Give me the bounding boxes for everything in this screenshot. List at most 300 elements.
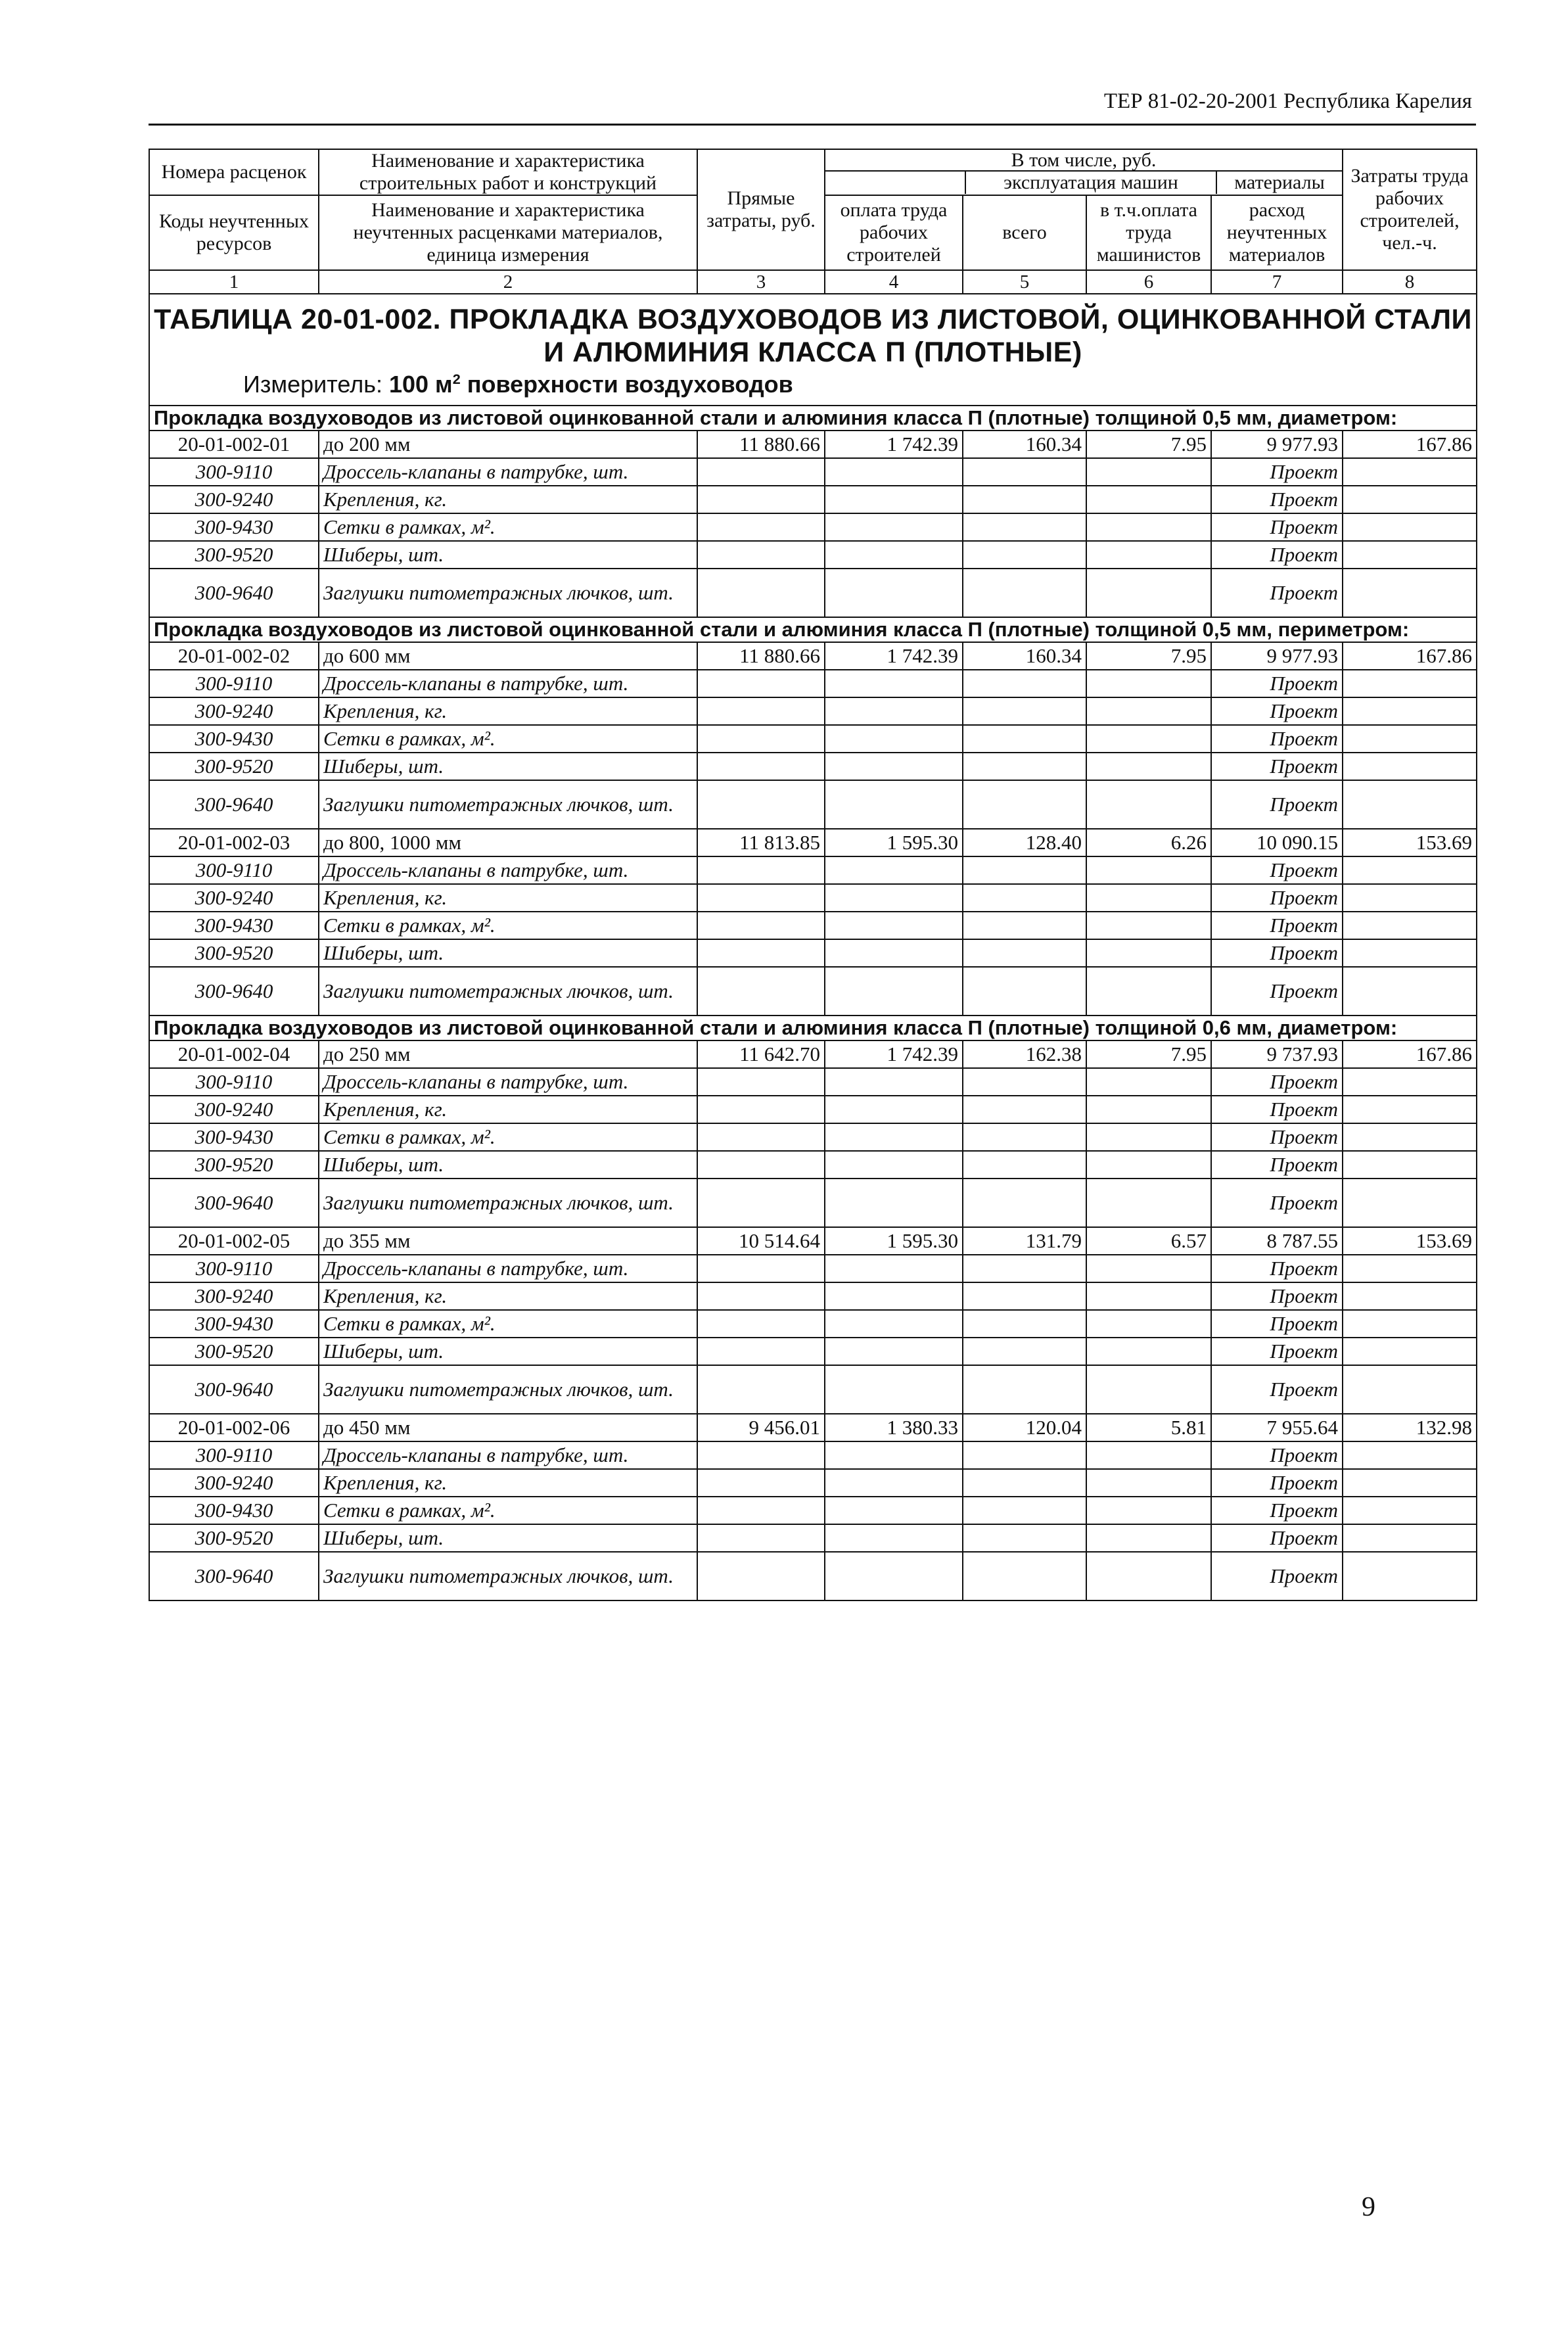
empty-cell — [1086, 884, 1211, 912]
empty-cell — [697, 1151, 825, 1179]
proekt-value: Проект — [1211, 753, 1343, 780]
empty-cell — [697, 967, 825, 1016]
labor-hours-value: 167.86 — [1343, 431, 1477, 458]
empty-cell — [825, 1524, 963, 1552]
resource-row — [149, 1469, 1477, 1497]
proekt-value: Проект — [1211, 1096, 1343, 1123]
resource-code: 300-9640 — [149, 780, 319, 829]
resource-row — [149, 697, 1477, 725]
resource-code: 300-9520 — [149, 753, 319, 780]
empty-cell — [697, 780, 825, 829]
empty-cell — [697, 1524, 825, 1552]
empty-cell — [963, 1441, 1086, 1469]
empty-cell — [825, 780, 963, 829]
empty-cell — [825, 884, 963, 912]
column-number: 6 — [1086, 270, 1211, 294]
empty-cell — [1343, 513, 1477, 541]
proekt-value: Проект — [1211, 780, 1343, 829]
column-number: 8 — [1343, 270, 1477, 294]
meter-line — [154, 373, 1472, 396]
table-title-cell — [149, 294, 1477, 406]
resource-code: 300-9520 — [149, 1524, 319, 1552]
empty-cell — [1086, 725, 1211, 753]
col1-top-header: Номера расценок — [149, 149, 319, 195]
resource-code: 300-9110 — [149, 856, 319, 884]
col1-bottom-header: Коды неучтенных ресурсов — [149, 195, 319, 270]
proekt-value: Проект — [1211, 939, 1343, 967]
empty-cell — [697, 1497, 825, 1524]
table-row — [149, 642, 1477, 670]
empty-cell — [963, 1123, 1086, 1151]
proekt-value: Проект — [1211, 725, 1343, 753]
labor-pay-value: 1 742.39 — [825, 431, 963, 458]
labor-hours-value: 167.86 — [1343, 642, 1477, 670]
machine-total-value: 160.34 — [963, 431, 1086, 458]
empty-cell — [1086, 1552, 1211, 1600]
empty-cell — [825, 541, 963, 569]
machine-labor-value: 7.95 — [1086, 642, 1211, 670]
rate-name: до 355 мм — [319, 1227, 697, 1255]
empty-cell — [1343, 967, 1477, 1016]
column-number: 3 — [697, 270, 825, 294]
materials-value: 7 955.64 — [1211, 1414, 1343, 1441]
empty-cell — [963, 1282, 1086, 1310]
resource-row — [149, 1282, 1477, 1310]
resource-name: Дроссель-клапаны в патрубке, шт. — [319, 670, 697, 697]
resource-code: 300-9240 — [149, 1282, 319, 1310]
rate-code: 20-01-002-01 — [149, 431, 319, 458]
resource-name: Дроссель-клапаны в патрубке, шт. — [319, 458, 697, 486]
empty-cell — [1086, 1469, 1211, 1497]
resource-name: Заглушки питометражных лючков, шт. — [319, 967, 697, 1016]
empty-cell — [963, 1096, 1086, 1123]
empty-cell — [1086, 486, 1211, 513]
resource-name: Крепления, кг. — [319, 697, 697, 725]
table-row — [149, 1414, 1477, 1441]
empty-cell — [1086, 1068, 1211, 1096]
resource-row — [149, 967, 1477, 1016]
empty-cell — [963, 1469, 1086, 1497]
resource-name: Крепления, кг. — [319, 884, 697, 912]
empty-cell — [825, 486, 963, 513]
resource-name: Сетки в рамках, м². — [319, 912, 697, 939]
empty-cell — [697, 884, 825, 912]
resource-code: 300-9640 — [149, 569, 319, 617]
resource-row — [149, 1524, 1477, 1552]
empty-cell — [1343, 1096, 1477, 1123]
empty-cell — [1086, 967, 1211, 1016]
empty-cell — [1086, 513, 1211, 541]
resource-name: Шиберы, шт. — [319, 939, 697, 967]
resource-name: Крепления, кг. — [319, 1282, 697, 1310]
empty-cell — [697, 1282, 825, 1310]
section-title: Прокладка воздуховодов из листовой оцинкованной стали и алюминия класса П (плотные) толщиной 0,6 мм, диаметром: — [149, 1016, 1477, 1040]
resource-row — [149, 1310, 1477, 1338]
resource-name: Шиберы, шт. — [319, 1524, 697, 1552]
empty-cell — [825, 1068, 963, 1096]
empty-cell — [697, 486, 825, 513]
empty-cell — [825, 1365, 963, 1414]
empty-cell — [825, 1255, 963, 1282]
resource-name: Шиберы, шт. — [319, 753, 697, 780]
resource-row — [149, 458, 1477, 486]
resource-name: Крепления, кг. — [319, 1096, 697, 1123]
resource-row — [149, 912, 1477, 939]
empty-cell — [825, 856, 963, 884]
proekt-value: Проект — [1211, 697, 1343, 725]
empty-cell — [1086, 670, 1211, 697]
empty-cell — [697, 1310, 825, 1338]
empty-cell — [825, 1096, 963, 1123]
proekt-value: Проект — [1211, 1282, 1343, 1310]
empty-cell — [825, 912, 963, 939]
including-header: В том числе, руб. — [825, 151, 1342, 172]
table-row — [149, 431, 1477, 458]
resource-name: Крепления, кг. — [319, 486, 697, 513]
machine-total-value: 162.38 — [963, 1040, 1086, 1068]
column-number: 7 — [1211, 270, 1343, 294]
resource-row — [149, 513, 1477, 541]
empty-cell — [1086, 753, 1211, 780]
table-row — [149, 1040, 1477, 1068]
machine-labor-value: 7.95 — [1086, 431, 1211, 458]
machine-total-value: 160.34 — [963, 642, 1086, 670]
resource-name: Крепления, кг. — [319, 1469, 697, 1497]
empty-cell — [963, 670, 1086, 697]
rate-code: 20-01-002-05 — [149, 1227, 319, 1255]
rate-code: 20-01-002-06 — [149, 1414, 319, 1441]
document-reference: ТЕР 81-02-20-2001 Республика Карелия — [1103, 89, 1472, 113]
empty-cell — [1086, 1282, 1211, 1310]
empty-cell — [1343, 1469, 1477, 1497]
empty-cell — [1343, 1552, 1477, 1600]
resource-row — [149, 1365, 1477, 1414]
empty-cell — [1086, 1179, 1211, 1227]
materials-value: 9 737.93 — [1211, 1040, 1343, 1068]
empty-cell — [697, 1255, 825, 1282]
empty-cell — [825, 1123, 963, 1151]
proekt-value: Проект — [1211, 486, 1343, 513]
empty-cell — [1086, 458, 1211, 486]
meter-superscript: 2 — [452, 371, 461, 387]
empty-cell — [697, 912, 825, 939]
labor-pay-value: 1 595.30 — [825, 829, 963, 856]
empty-cell — [825, 670, 963, 697]
resource-code: 300-9110 — [149, 1441, 319, 1469]
materials-value: 9 977.93 — [1211, 431, 1343, 458]
col2-bottom-header: Наименование и характеристика неучтенных расценками материалов, единица измерения — [319, 195, 697, 270]
table-row — [149, 829, 1477, 856]
labor-pay-header: оплата труда рабочих строителей — [825, 195, 963, 270]
empty-cell — [1086, 1441, 1211, 1469]
empty-cell — [963, 1151, 1086, 1179]
empty-cell — [697, 753, 825, 780]
empty-cell — [697, 856, 825, 884]
proekt-value: Проект — [1211, 912, 1343, 939]
empty-cell — [1343, 486, 1477, 513]
rate-name: до 450 мм — [319, 1414, 697, 1441]
resource-code: 300-9240 — [149, 697, 319, 725]
proekt-value: Проект — [1211, 1123, 1343, 1151]
resource-row — [149, 1497, 1477, 1524]
proekt-value: Проект — [1211, 1338, 1343, 1365]
labor-costs-header: Затраты труда рабочих строителей, чел.-ч. — [1343, 149, 1477, 270]
resource-name: Шиберы, шт. — [319, 1151, 697, 1179]
empty-cell — [963, 1338, 1086, 1365]
empty-cell — [1343, 939, 1477, 967]
section-title-row — [149, 617, 1477, 642]
empty-cell — [963, 513, 1086, 541]
proekt-value: Проект — [1211, 884, 1343, 912]
empty-cell — [1343, 569, 1477, 617]
empty-cell — [963, 486, 1086, 513]
resource-name: Дроссель-клапаны в патрубке, шт. — [319, 1255, 697, 1282]
resource-row — [149, 1096, 1477, 1123]
materials-unaccounted-header: расход неучтенных материалов — [1211, 195, 1343, 270]
rates-table — [149, 149, 1477, 1601]
resource-name: Заглушки питометражных лючков, шт. — [319, 1365, 697, 1414]
empty-cell — [1086, 697, 1211, 725]
empty-cell — [963, 541, 1086, 569]
empty-cell — [963, 780, 1086, 829]
empty-cell — [1086, 1255, 1211, 1282]
rate-name: до 200 мм — [319, 431, 697, 458]
proekt-value: Проект — [1211, 1469, 1343, 1497]
labor-pay-value: 1 380.33 — [825, 1414, 963, 1441]
proekt-value: Проект — [1211, 856, 1343, 884]
empty-cell — [825, 967, 963, 1016]
machine-labor-value: 6.57 — [1086, 1227, 1211, 1255]
resource-code: 300-9430 — [149, 513, 319, 541]
empty-cell — [825, 753, 963, 780]
resource-code: 300-9430 — [149, 912, 319, 939]
resource-code: 300-9430 — [149, 725, 319, 753]
resource-code: 300-9430 — [149, 1123, 319, 1151]
resource-code: 300-9110 — [149, 458, 319, 486]
proekt-value: Проект — [1211, 967, 1343, 1016]
resource-row — [149, 1338, 1477, 1365]
page-number: 9 — [1362, 2192, 1375, 2222]
direct-costs-header: Прямые затраты, руб. — [697, 149, 825, 270]
empty-cell — [963, 967, 1086, 1016]
running-header — [149, 87, 1476, 126]
empty-cell — [825, 513, 963, 541]
resource-name: Заглушки питометражных лючков, шт. — [319, 569, 697, 617]
empty-cell — [1086, 1123, 1211, 1151]
resource-code: 300-9110 — [149, 670, 319, 697]
empty-cell — [825, 1469, 963, 1497]
machine-labor-value: 5.81 — [1086, 1414, 1211, 1441]
empty-cell — [963, 856, 1086, 884]
resource-code: 300-9430 — [149, 1497, 319, 1524]
proekt-value: Проект — [1211, 1151, 1343, 1179]
proekt-value: Проект — [1211, 1068, 1343, 1096]
column-number: 1 — [149, 270, 319, 294]
empty-cell — [825, 697, 963, 725]
labor-pay-value: 1 595.30 — [825, 1227, 963, 1255]
resource-row — [149, 856, 1477, 884]
column-number: 2 — [319, 270, 697, 294]
empty-cell — [963, 1365, 1086, 1414]
empty-cell — [963, 725, 1086, 753]
resource-row — [149, 486, 1477, 513]
resource-row — [149, 541, 1477, 569]
empty-cell — [1343, 856, 1477, 884]
proekt-value: Проект — [1211, 569, 1343, 617]
resource-code: 300-9640 — [149, 967, 319, 1016]
empty-cell — [1343, 1255, 1477, 1282]
empty-cell — [1086, 1096, 1211, 1123]
empty-cell — [825, 1179, 963, 1227]
resource-code: 300-9430 — [149, 1310, 319, 1338]
empty-cell — [1343, 725, 1477, 753]
empty-cell — [1343, 1068, 1477, 1096]
empty-cell — [1343, 458, 1477, 486]
empty-cell — [825, 1497, 963, 1524]
empty-cell — [1086, 1151, 1211, 1179]
empty-cell — [1086, 1338, 1211, 1365]
resource-name: Сетки в рамках, м². — [319, 725, 697, 753]
empty-cell — [1343, 1179, 1477, 1227]
resource-row — [149, 1441, 1477, 1469]
resource-row — [149, 1255, 1477, 1282]
resource-row — [149, 1123, 1477, 1151]
resource-name: Сетки в рамках, м². — [319, 1123, 697, 1151]
rate-code: 20-01-002-03 — [149, 829, 319, 856]
resource-code: 300-9240 — [149, 1469, 319, 1497]
empty-cell — [1086, 1365, 1211, 1414]
table-row — [149, 1227, 1477, 1255]
header-row-top — [149, 149, 1477, 195]
resource-row — [149, 725, 1477, 753]
labor-hours-value: 167.86 — [1343, 1040, 1477, 1068]
proekt-value: Проект — [1211, 1310, 1343, 1338]
empty-cell — [963, 912, 1086, 939]
resource-code: 300-9240 — [149, 1096, 319, 1123]
empty-cell — [697, 541, 825, 569]
resource-name: Заглушки питометражных лючков, шт. — [319, 1179, 697, 1227]
machine-ops-header: эксплуатация машин — [966, 172, 1217, 194]
empty-cell — [963, 753, 1086, 780]
resource-row — [149, 1151, 1477, 1179]
empty-cell — [697, 1441, 825, 1469]
empty-cell — [963, 1497, 1086, 1524]
empty-cell — [963, 1524, 1086, 1552]
rate-name: до 600 мм — [319, 642, 697, 670]
column-number: 5 — [963, 270, 1086, 294]
proekt-value: Проект — [1211, 1552, 1343, 1600]
empty-cell — [825, 1151, 963, 1179]
empty-cell — [697, 1179, 825, 1227]
empty-cell — [1343, 912, 1477, 939]
rate-code: 20-01-002-02 — [149, 642, 319, 670]
labor-hours-value: 132.98 — [1343, 1414, 1477, 1441]
empty-cell — [697, 1552, 825, 1600]
proekt-value: Проект — [1211, 1365, 1343, 1414]
empty-cell — [1343, 1310, 1477, 1338]
resource-name: Дроссель-клапаны в патрубке, шт. — [319, 1068, 697, 1096]
proekt-value: Проект — [1211, 513, 1343, 541]
machine-labor-value: 7.95 — [1086, 1040, 1211, 1068]
resource-code: 300-9640 — [149, 1179, 319, 1227]
resource-code: 300-9520 — [149, 1151, 319, 1179]
materials-value: 8 787.55 — [1211, 1227, 1343, 1255]
resource-name: Дроссель-клапаны в патрубке, шт. — [319, 856, 697, 884]
empty-cell — [1086, 541, 1211, 569]
empty-cell — [697, 1469, 825, 1497]
section-title-row — [149, 1016, 1477, 1040]
proekt-value: Проект — [1211, 541, 1343, 569]
empty-cell — [963, 1552, 1086, 1600]
machine-total-value: 128.40 — [963, 829, 1086, 856]
resource-name: Шиберы, шт. — [319, 541, 697, 569]
labor-hours-value: 153.69 — [1343, 1227, 1477, 1255]
empty-cell — [1343, 1497, 1477, 1524]
empty-cell — [825, 1338, 963, 1365]
column-numbers-row — [149, 270, 1477, 294]
empty-cell — [825, 725, 963, 753]
proekt-value: Проект — [1211, 1441, 1343, 1469]
rate-code: 20-01-002-04 — [149, 1040, 319, 1068]
empty-cell — [1343, 670, 1477, 697]
empty-cell — [1343, 1282, 1477, 1310]
empty-cell — [1343, 780, 1477, 829]
empty-cell — [963, 1255, 1086, 1282]
empty-cell — [697, 513, 825, 541]
table-title-row — [149, 294, 1477, 406]
direct-costs-value: 10 514.64 — [697, 1227, 825, 1255]
empty-cell — [963, 458, 1086, 486]
resource-code: 300-9520 — [149, 1338, 319, 1365]
empty-cell — [697, 1123, 825, 1151]
empty-cell — [697, 569, 825, 617]
resource-name: Дроссель-клапаны в патрубке, шт. — [319, 1441, 697, 1469]
labor-pay-value: 1 742.39 — [825, 642, 963, 670]
empty-cell — [697, 939, 825, 967]
empty-cell — [697, 725, 825, 753]
empty-cell — [1343, 753, 1477, 780]
resource-code: 300-9640 — [149, 1365, 319, 1414]
empty-cell — [1343, 1123, 1477, 1151]
resource-name: Заглушки питометражных лючков, шт. — [319, 780, 697, 829]
table-title: ТАБЛИЦА 20-01-002. ПРОКЛАДКА ВОЗДУХОВОДОВ ИЗ ЛИСТОВОЙ, ОЦИНКОВАННОЙ СТАЛИ И АЛЮМИНИЯ КЛАССА П (ПЛОТНЫЕ) — [154, 304, 1472, 368]
resource-code: 300-9110 — [149, 1255, 319, 1282]
empty-cell — [963, 1068, 1086, 1096]
meter-value: 100 м — [388, 371, 453, 398]
empty-cell — [1086, 1497, 1211, 1524]
direct-costs-value: 11 880.66 — [697, 642, 825, 670]
empty-cell — [1343, 1151, 1477, 1179]
machine-total-value: 131.79 — [963, 1227, 1086, 1255]
empty-cell — [1086, 569, 1211, 617]
empty-cell — [963, 1310, 1086, 1338]
direct-costs-value: 11 813.85 — [697, 829, 825, 856]
empty-cell — [825, 1282, 963, 1310]
rate-name: до 800, 1000 мм — [319, 829, 697, 856]
section-title: Прокладка воздуховодов из листовой оцинкованной стали и алюминия класса П (плотные) толщиной 0,5 мм, периметром: — [149, 617, 1477, 642]
resource-row — [149, 780, 1477, 829]
materials-header: материалы — [1234, 172, 1325, 193]
empty-cell — [1086, 1310, 1211, 1338]
resource-row — [149, 1068, 1477, 1096]
column-number: 4 — [825, 270, 963, 294]
empty-cell — [1086, 912, 1211, 939]
empty-cell — [825, 1310, 963, 1338]
meter-rest: поверхности воздуховодов — [467, 371, 793, 398]
section-title: Прокладка воздуховодов из листовой оцинкованной стали и алюминия класса П (плотные) толщиной 0,5 мм, диаметром: — [149, 406, 1477, 431]
resource-row — [149, 753, 1477, 780]
empty-cell — [825, 458, 963, 486]
